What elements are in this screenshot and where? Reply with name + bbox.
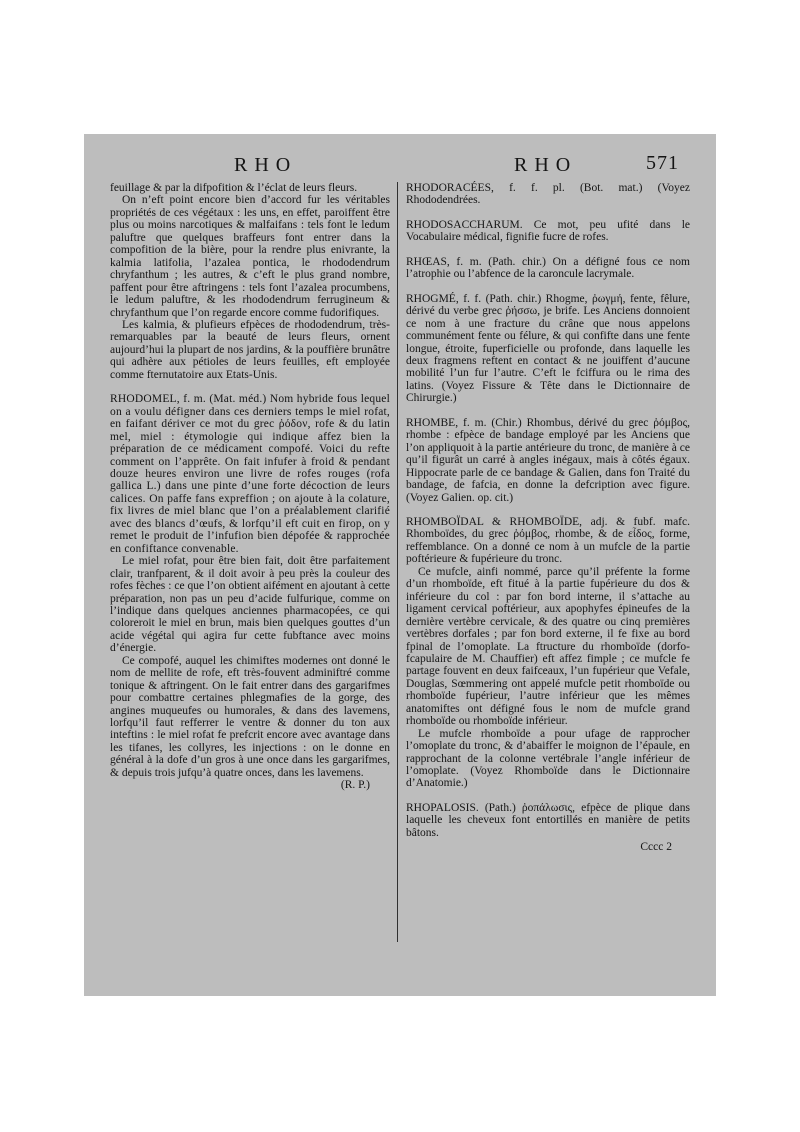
paragraph: Ce mufcle, ainfi nommé, parce qu’il préfente la forme d’un rhomboïde, eft fitué à la partie fupérieure du dos & inférieure du col : par fon bord interne, il s’attache au ligament cervical poftérieur, aux apophyfes épineufes de la dernière vertèbre cervicale, & des quatre ou cinq premières vertèbres dorfales ; par fon bord externe, il fe fixe au bord fpinal de l’omoplate. La ftructure du rhomboïde (dorfo-fcapulaire de M. Chauffier) eft affez fimple ; ce mufcle fe partage fouvent en deux faifceaux, l’un fupérieur que Vefale, Douglas, Sœmmering ont appelé mufcle petit rhomboïde ou rhomboïde fupérieur, l’autre inférieur que les mêmes anatomiftes ont défigné fous le nom de mufcle grand rhomboïde ou rhomboïde inférieur. xyxy=(406,565,690,728)
left-column xyxy=(110,182,390,792)
entry-rhopalosis: RHOPALOSIS. (Path.) ῥοπάλωσις, efpèce de plique dans laquelle les cheveux font entortillés en manière de petits bâtons. xyxy=(406,801,690,839)
entry-rhodosaccharum: RHODOSACCHARUM. Ce mot, peu ufité dans le Vocabulaire médical, fignifie fucre de rofes. xyxy=(406,218,690,244)
running-head-left: RHO xyxy=(234,154,298,176)
entry-rhodoracees: RHODORACÉES, f. f. pl. (Bot. mat.) (Voyez Rhododendrées. xyxy=(406,182,690,207)
paragraph: Ce compofé, auquel les chimiftes modernes ont donné le nom de mellite de rofe, eft très-fouvent adminiftré comme tonique & aftringent. On le fait entrer dans des gargarifmes pour combattre certaines phlegmafies de la gorge, des angines muqueufes ou humorales, & dans des lavemens, lorfqu’il faut refferrer le ventre & donner du ton aux inteftins : le miel rofat fe prefcrit encore avec avantage dans les tifanes, les collyres, les injections : on le donne en général à la dofe d’un gros à une once dans les gargarifmes, & depuis trois jufqu’à quatre onces, dans les lavemens. xyxy=(110,654,390,779)
paragraph: Les kalmia, & plufieurs efpèces de rhododendrum, très-remarquables par la beauté de leurs fleurs, ornent aujourd’hui la plupart de nos jardins, & la pouffière brunâtre qui adhère aux pétioles de leurs feuilles, eft employée comme fternutatoire aux Etats-Unis. xyxy=(110,318,390,381)
entry-rhodomel: RHODOMEL, f. m. (Mat. méd.) Nom hybride fous lequel on a voulu défigner dans ces derniers temps le miel rofat, en faifant dériver ce mot du grec ῥόδον, rofe & du latin mel, miel : étymologie qui indique affez bien la préparation de ce médicament compofé. Voici du refte comment on l’apprête. On fait infufer à froid & pendant douze heures environ une livre de rofes rouges (rofa gallica L.) dans une pinte d’une forte décoction de leurs calices. On paffe fans expreffion ; on ajoute à la colature, fix livres de miel blanc que l’on a préalablement clarifié avec des blancs d’œufs, & lorfqu’il eft cuit en firop, on y remet le produit de l’infufion bien dépofée & rapprochée en confiftance convenable. xyxy=(110,393,390,555)
book-page xyxy=(84,134,716,996)
page-number: 571 xyxy=(646,152,679,174)
author-signature: (R. P.) xyxy=(340,779,370,792)
paragraph: On n’eft point encore bien d’accord fur les véritables propriétés de ces végétaux : les uns, en effet, paroiffent être plus ou moins narcotiques & malfaifans : tels font le ledum paluftre que quelques braffeurs font entrer dans la compofition de la bière, pour la rendre plus enivrante, la kalmia latifolia, l’azalea pontica, le rhododendrum chryfanthum ; les autres, & c’eft le plus grand nombre, paffent pour être aftringens : tels font l’azalea procumbens, le ledum paluftre, & les rhododendrum ferrugineum & chryfanthum que l’on regarde encore comme fudorifiques. xyxy=(110,194,390,319)
paragraph: feuillage & par la difpofition & l’éclat de leurs fleurs. xyxy=(110,182,358,194)
paragraph: Le mufcle rhomboïde a pour ufage de rapprocher l’omoplate du tronc, & d’abaiffer le moignon de l’épaule, en rapprochant de la colonne vertébrale l’angle inférieur de l’omoplate. (Voyez Rhomboïde dans le Dictionnaire d’Anatomie.) xyxy=(406,727,690,790)
entry-rhombe: RHOMBE, f. m. (Chir.) Rhombus, dérivé du grec ῥόμβος, rhombe : efpèce de bandage employé par les Anciens que l’on appliquoit à la partie antérieure du tronc, de manière à ce qu’il figurât un carré à angles inégaux, mais à côtés égaux. Hippocrate parle de ce bandage & Galien, dans fon Traité du bandage, de fafcia, en donne la defcription avec figure. (Voyez Galien. op. cit.) xyxy=(406,416,690,504)
signature-mark: Cccc 2 xyxy=(640,841,672,854)
running-header xyxy=(84,154,716,184)
entry-rhoeas: RHŒAS, f. m. (Path. chir.) On a défigné fous ce nom l’atrophie ou l’abfence de la caroncule lacrymale. xyxy=(406,255,690,281)
paragraph: Le miel rofat, pour être bien fait, doit être parfaitement clair, tranfparent, & il doit avoir à peu près la couleur des rofes fèches : ce que l’on obtient aifément en ajoutant à cette préparation, non pas un peu d’acide fulfurique, comme on l’indique dans quelques anciennes pharmacopées, ce qui coloreroit le miel en brun, mais bien quelques gouttes d’un acide végétal qui agira fur cette fubftance avec moins d’énergie. xyxy=(110,555,390,655)
column-divider xyxy=(397,182,398,942)
right-column xyxy=(406,182,690,854)
entry-rhomboidal: RHOMBOÏDAL & RHOMBOÏDE, adj. & fubf. mafc. Rhomboïdes, du grec ῥόμβος, rhombe, & de εἶδος, forme, reffemblance. On a donné ce nom à un mufcle de la partie poftérieure & fupérieure du tronc. xyxy=(406,515,690,566)
running-head-right: RHO xyxy=(514,154,578,176)
entry-rhogme: RHOGMÉ, f. f. (Path. chir.) Rhogme, ῥωγμή, fente, fêlure, dérivé du verbe grec ῥήσσω, je brife. Les Anciens donnoient ce nom à une fracture du crâne que nous appelons communément fente ou félure, & qui confifte dans une fente longue, étroite, fuperficielle ou profonde, dans laquelle les deux fragmens reftent en contact & ne jouiffent d’aucune mobilité l’un fur l’autre. C’eft le fciffura ou le rima des latins. (Voyez Fissure & Tête dans le Dictionnaire de Chirurgie.) xyxy=(406,292,690,405)
